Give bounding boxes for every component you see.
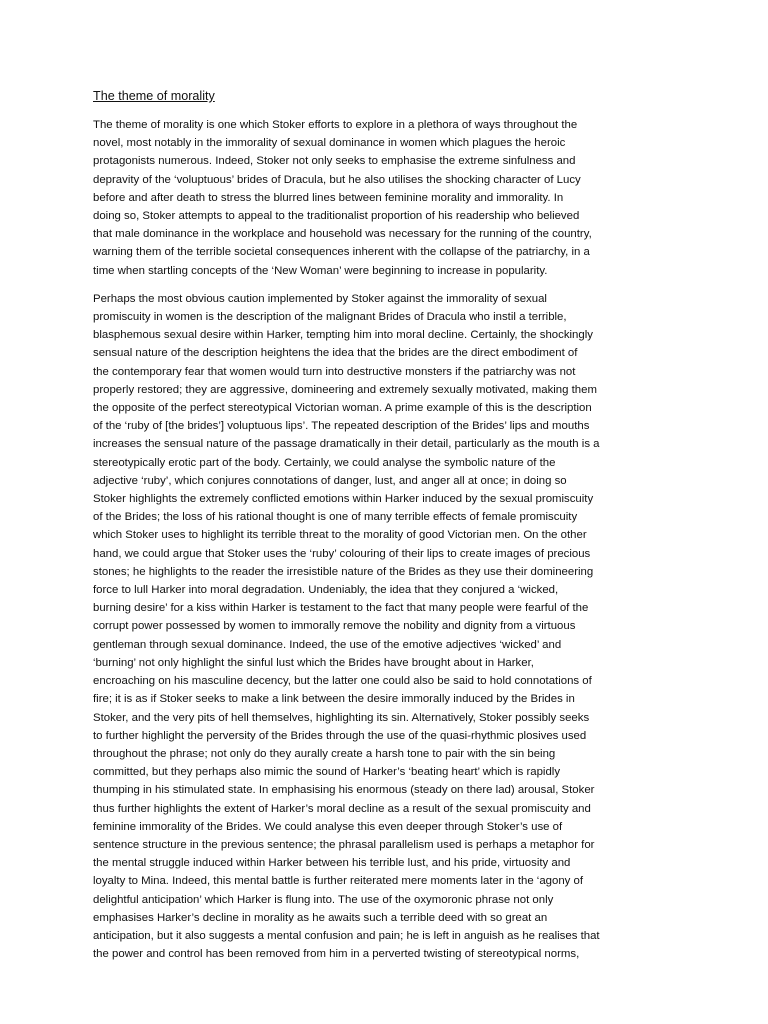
paragraph-line: Stoker highlights the extremely conflicted emotions within Harker induced by the sexual promiscuity <box>93 493 594 506</box>
paragraph-line: warning them of the terrible societal consequences inherent with the collapse of the patriarchy, in a <box>93 246 590 259</box>
paragraph-line: before and after death to stress the blurred lines between feminine morality and immorality. In <box>93 191 564 204</box>
paragraph-line: ‘burning’ not only highlight the sinful lust which the Brides have brought about in Harker, <box>93 656 534 669</box>
paragraph-line: stones; he highlights to the reader the irresistible nature of the Brides as they use their domineering <box>93 565 594 578</box>
paragraph-line: feminine immorality of the Brides. We could analyse this even deeper through Stoker’s use of <box>93 820 563 833</box>
paragraph-line: hand, we could argue that Stoker uses the ‘ruby’ colouring of their lips to create images of precious <box>93 547 591 560</box>
paragraph-line: emphasises Harker’s decline in morality as he awaits such a terrible deed with so great an <box>93 911 548 924</box>
paragraph-line: increases the sensual nature of the passage dramatically in their detail, particularly as the mouth is a <box>93 438 600 451</box>
paragraph-line: the power and control has been removed from him in a perverted twisting of stereotypical norms, <box>93 948 580 961</box>
paragraph-line: of the Brides; the loss of his rational thought is one of many terrible effects of female promiscuity <box>93 511 578 524</box>
paragraph-line: blasphemous sexual desire within Harker, tempting him into moral decline. Certainly, the shockingly <box>93 329 593 342</box>
document-title: The theme of morality <box>93 89 215 103</box>
paragraph-line: thus further highlights the extent of Harker’s moral decline as a result of the sexual promiscuity and <box>93 802 591 815</box>
paragraph-line: The theme of morality is one which Stoker efforts to explore in a plethora of ways throughout the <box>93 119 578 131</box>
paragraph-line: doing so, Stoker attempts to appeal to the traditionalist proportion of his readership who believed <box>93 210 580 223</box>
paragraph-line: adjective ‘ruby’, which conjures connotations of danger, lust, and anger all at once; in doing so <box>93 474 567 487</box>
paragraph-line: force to lull Harker into moral degradation. Undeniably, the idea that they conjured a ‘wicked, <box>93 584 559 597</box>
paragraph-line: sensual nature of the description heightens the idea that the brides are the direct embodiment of <box>93 347 578 360</box>
document-page <box>93 86 677 963</box>
document-body <box>93 116 677 963</box>
paragraph-line: the opposite of the perfect stereotypical Victorian woman. A prime example of this is the description <box>93 402 592 415</box>
paragraph-line: properly restored; they are aggressive, domineering and extremely sexually motivated, making them <box>93 383 597 396</box>
paragraph-line: gentleman through sexual dominance. Indeed, the use of the emotive adjectives ‘wicked’ and <box>93 638 562 651</box>
paragraph-line: Perhaps the most obvious caution implemented by Stoker against the immorality of sexual <box>93 292 547 305</box>
paragraph <box>93 116 677 280</box>
paragraph-line: promiscuity in women is the description of the malignant Brides of Dracula who instil a terrible, <box>93 311 567 324</box>
paragraph-line: delightful anticipation’ which Harker is flung into. The use of the oxymoronic phrase not only <box>93 893 554 906</box>
paragraph-line: of the ‘ruby of [the brides’] voluptuous lips’. The repeated description of the Brides’ lips and mouths <box>93 420 590 433</box>
paragraph-line: depravity of the ‘voluptuous’ brides of Dracula, but he also utilises the shocking character of Lucy <box>93 173 581 186</box>
paragraph-line: that male dominance in the workplace and household was necessary for the running of the country, <box>93 228 592 241</box>
paragraph-line: thumping in his stimulated state. In emphasising his enormous (steady on there lad) arousal, Stoker <box>93 784 595 797</box>
paragraph-line: loyalty to Mina. Indeed, this mental battle is further reiterated mere moments later in the ‘agony of <box>93 875 584 888</box>
paragraph-line: the contemporary fear that women would turn into destructive monsters if the patriarchy was not <box>93 365 576 378</box>
paragraph-line: committed, but they perhaps also mimic the sound of Harker’s ‘beating heart’ which is rapidly <box>93 766 561 779</box>
paragraph-line: corrupt power possessed by women to immorally remove the nobility and dignity from a virtuous <box>93 620 576 633</box>
paragraph-line: the mental struggle induced within Harker between his terrible lust, and his pride, virtuosity and <box>93 857 571 870</box>
paragraph-line: fire; it is as if Stoker seeks to make a link between the desire immorally induced by the Brides in <box>93 693 575 706</box>
paragraph-line: stereotypically erotic part of the body. Certainly, we could analyse the symbolic nature of the <box>93 456 556 469</box>
paragraph-line: sentence structure in the previous sentence; the phrasal parallelism used is perhaps a metaphor for <box>93 838 595 851</box>
paragraph-line: throughout the phrase; not only do they aurally create a harsh tone to pair with the sin being <box>93 747 556 760</box>
paragraph-line: time when startling concepts of the ‘New Woman’ were beginning to increase in popularity. <box>93 264 548 277</box>
paragraph-line: which Stoker uses to highlight its terrible threat to the morality of good Victorian men. On the other <box>93 529 587 542</box>
paragraph-line: burning desire’ for a kiss within Harker is testament to the fact that many people were fearful of the <box>93 602 589 615</box>
paragraph-line: Stoker, and the very pits of hell themselves, highlighting its sin. Alternatively, Stoker possibly seeks <box>93 711 590 724</box>
paragraph-line: protagonists numerous. Indeed, Stoker not only seeks to emphasise the extreme sinfulness and <box>93 155 576 168</box>
paragraph-line: novel, most notably in the immorality of sexual dominance in women which plagues the heroic <box>93 137 566 150</box>
paragraph-line: encroaching on his masculine decency, but the latter one could also be said to hold connotations of <box>93 675 592 688</box>
paragraph-line: to further highlight the perversity of the Brides through the use of the quasi-rhythmic plosives used <box>93 729 587 742</box>
paragraph-line: anticipation, but it also suggests a mental confusion and pain; he is left in anguish as he realises that <box>93 929 600 942</box>
paragraph <box>93 290 677 964</box>
